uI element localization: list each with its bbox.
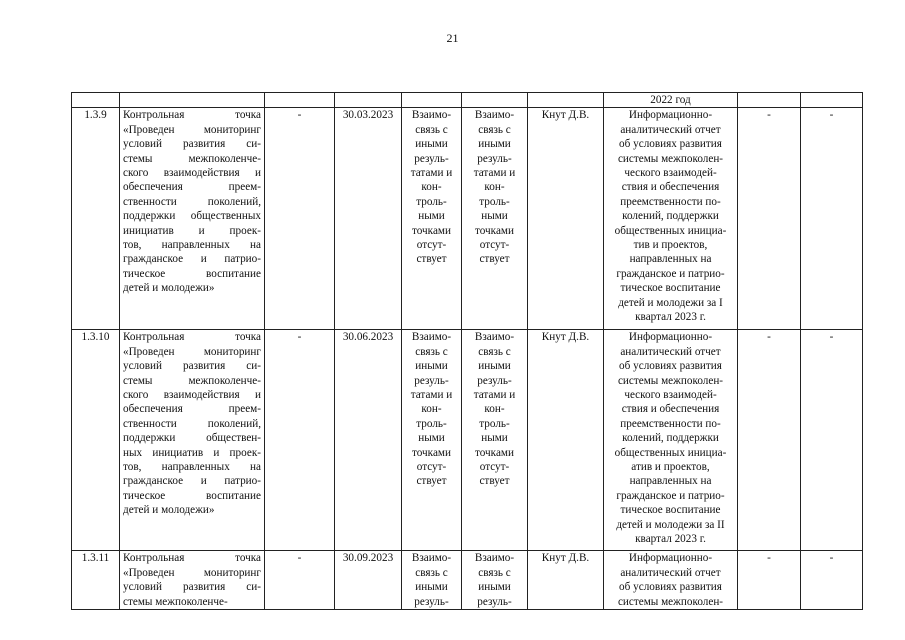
- responsible-cell: Кнут Д.В.: [528, 551, 604, 610]
- control-point-name-cell: [120, 330, 265, 551]
- cell-line: татами и: [410, 389, 453, 402]
- cell-line: условий развития си-: [123, 581, 261, 594]
- cell-line: ными: [418, 210, 445, 223]
- cell-line: системы межпоколен-: [617, 374, 724, 387]
- cell-line: тов, направленных на: [123, 461, 261, 474]
- relation-cell-2: [462, 108, 528, 330]
- cell-line: колений, поддержки: [622, 210, 719, 223]
- cell-line: колений, поддержки: [622, 432, 719, 445]
- cell-line: связь с: [415, 123, 448, 136]
- cell-line: татами и: [410, 167, 453, 180]
- result-document-cell: [604, 551, 738, 610]
- cell-line: ствия и обеспечения: [621, 403, 720, 416]
- cell-line: точками: [412, 446, 451, 459]
- cell-line: татами и: [473, 389, 516, 402]
- result-document-cell: [604, 108, 738, 330]
- cell-line: тов, направленных на: [123, 239, 261, 252]
- control-point-name-cell: [120, 551, 265, 610]
- page-number: 21: [446, 31, 459, 45]
- cell-line: связь с: [415, 345, 448, 358]
- cell-line: троль-: [416, 417, 447, 430]
- cell-line: ными: [481, 432, 508, 445]
- cell-line: квартал 2023 г.: [635, 311, 706, 324]
- cell-line: резуль-: [477, 595, 512, 608]
- cell-line: направленных на: [629, 253, 712, 266]
- col10-cell: -: [801, 108, 863, 330]
- cell-line: атив и проектов,: [631, 461, 710, 474]
- cell-line: ных инициатив и проек-: [123, 446, 261, 459]
- table-row: [72, 551, 863, 610]
- cell-line: тическое воспитание: [620, 504, 721, 517]
- year-header-row: [72, 93, 863, 108]
- cell-line: стемы межпоколенче-: [123, 374, 261, 387]
- cell-line: иными: [415, 138, 448, 151]
- cell-line: обеспечения преем-: [123, 403, 261, 416]
- end-date-cell: 30.03.2023: [335, 108, 402, 330]
- relation-cell: [402, 551, 462, 610]
- cell-line: преемственности по-: [620, 195, 721, 208]
- responsible-cell: Кнут Д.В.: [528, 330, 604, 551]
- cell-line: ческого взаимодей-: [624, 389, 717, 402]
- cell-line: аналитический отчет: [620, 566, 721, 579]
- cell-line: тив и проектов,: [633, 239, 708, 252]
- cell-line: отсут-: [479, 461, 510, 474]
- cell-line: троль-: [479, 417, 510, 430]
- cell-line: поддержки обществен-: [123, 432, 261, 445]
- cell-line: «Проведен мониторинг: [123, 345, 261, 358]
- cell-line: Контрольная точка: [123, 109, 261, 122]
- cell-line: общественных инициа-: [614, 224, 727, 237]
- responsible-cell: Кнут Д.В.: [528, 108, 604, 330]
- cell-line: гражданское и патрио-: [123, 475, 261, 488]
- cell-line: стемы межпоколенче-: [123, 595, 228, 608]
- cell-line: об условиях развития: [619, 138, 722, 151]
- cell-line: детей и молодежи за II: [616, 518, 725, 531]
- row-number-cell: 1.3.10: [72, 330, 120, 551]
- cell-line: точками: [412, 224, 451, 237]
- control-point-name-cell: [120, 108, 265, 330]
- start-date-cell: -: [265, 551, 335, 610]
- cell-line: тическое воспитание: [123, 489, 261, 502]
- start-date-cell: -: [265, 108, 335, 330]
- cell-line: преемственности по-: [620, 417, 721, 430]
- cell-line: тическое воспитание: [620, 282, 721, 295]
- cell-line: иными: [478, 138, 511, 151]
- cell-line: связь с: [478, 123, 511, 136]
- year-header-cell: 2022 год: [604, 93, 738, 108]
- cell-line: точками: [475, 446, 514, 459]
- cell-line: Взаимо-: [474, 109, 515, 122]
- cell-line: ственности поколений,: [123, 195, 261, 208]
- cell-line: отсут-: [416, 239, 447, 252]
- cell-line: точками: [475, 224, 514, 237]
- cell-line: Взаимо-: [411, 331, 452, 344]
- relation-cell: [402, 330, 462, 551]
- cell-line: условий развития си-: [123, 360, 261, 373]
- cell-line: ского взаимодействия и: [123, 167, 261, 180]
- col9-cell: -: [738, 330, 801, 551]
- result-document-cell: [604, 330, 738, 551]
- cell-line: системы межпоколен-: [617, 595, 724, 608]
- cell-line: резуль-: [477, 152, 512, 165]
- cell-line: кон-: [421, 403, 442, 416]
- cell-line: отсут-: [479, 239, 510, 252]
- cell-line: Взаимо-: [474, 552, 515, 565]
- cell-line: об условиях развития: [619, 360, 722, 373]
- cell-line: иными: [478, 581, 511, 594]
- cell-line: аналитический отчет: [620, 123, 721, 136]
- cell-line: Информационно-: [628, 109, 713, 122]
- table-row: [72, 330, 863, 551]
- cell-line: Взаимо-: [411, 552, 452, 565]
- cell-line: системы межпоколен-: [617, 152, 724, 165]
- cell-line: квартал 2023 г.: [635, 533, 706, 546]
- cell-line: детей и молодежи»: [123, 282, 215, 295]
- cell-line: Контрольная точка: [123, 552, 261, 565]
- cell-line: стемы межпоколенче-: [123, 152, 261, 165]
- cell-line: резуль-: [414, 152, 449, 165]
- relation-cell-2: [462, 551, 528, 610]
- cell-line: гражданское и патрио-: [616, 267, 725, 280]
- cell-line: поддержки общественных инициатив и проек-: [123, 210, 261, 237]
- cell-line: условий развития си-: [123, 138, 261, 151]
- cell-line: аналитический отчет: [620, 345, 721, 358]
- cell-line: иными: [415, 581, 448, 594]
- cell-line: Информационно-: [628, 331, 713, 344]
- col10-cell: -: [801, 330, 863, 551]
- cell-line: ственности поколений,: [123, 417, 261, 430]
- cell-line: резуль-: [414, 595, 449, 608]
- cell-line: ствует: [479, 475, 510, 488]
- cell-line: Информационно-: [628, 552, 713, 565]
- cell-line: направленных на: [629, 475, 712, 488]
- cell-line: иными: [415, 360, 448, 373]
- cell-line: Взаимо-: [474, 331, 515, 344]
- cell-line: троль-: [479, 195, 510, 208]
- col9-cell: -: [738, 551, 801, 610]
- cell-line: ствия и обеспечения: [621, 181, 720, 194]
- cell-line: ными: [481, 210, 508, 223]
- cell-line: гражданское и патрио-: [123, 253, 261, 266]
- cell-line: ствует: [479, 253, 510, 266]
- cell-line: ческого взаимодей-: [624, 167, 717, 180]
- relation-cell: [402, 108, 462, 330]
- cell-line: отсут-: [416, 461, 447, 474]
- cell-line: резуль-: [414, 374, 449, 387]
- end-date-cell: 30.09.2023: [335, 551, 402, 610]
- cell-line: ными: [418, 432, 445, 445]
- cell-line: «Проведен мониторинг: [123, 566, 261, 579]
- plan-table: [71, 92, 863, 610]
- cell-line: детей и молодежи за I: [618, 296, 723, 309]
- cell-line: «Проведен мониторинг: [123, 123, 261, 136]
- cell-line: связь с: [478, 345, 511, 358]
- cell-line: тическое воспитание: [123, 267, 261, 280]
- cell-line: татами и: [473, 167, 516, 180]
- cell-line: троль-: [416, 195, 447, 208]
- table-row: [72, 108, 863, 330]
- col9-cell: -: [738, 108, 801, 330]
- cell-line: связь с: [415, 566, 448, 579]
- cell-line: Контрольная точка: [123, 331, 261, 344]
- end-date-cell: 30.06.2023: [335, 330, 402, 551]
- cell-line: кон-: [484, 181, 505, 194]
- cell-line: ствует: [416, 475, 447, 488]
- row-number-cell: 1.3.11: [72, 551, 120, 610]
- cell-line: резуль-: [477, 374, 512, 387]
- cell-line: общественных инициа-: [614, 446, 727, 459]
- cell-line: об условиях развития: [619, 581, 722, 594]
- relation-cell-2: [462, 330, 528, 551]
- cell-line: иными: [478, 360, 511, 373]
- cell-line: обеспечения преем-: [123, 181, 261, 194]
- cell-line: ствует: [416, 253, 447, 266]
- cell-line: кон-: [421, 181, 442, 194]
- cell-line: Взаимо-: [411, 109, 452, 122]
- row-number-cell: 1.3.9: [72, 108, 120, 330]
- col10-cell: -: [801, 551, 863, 610]
- cell-line: кон-: [484, 403, 505, 416]
- cell-line: детей и молодежи»: [123, 504, 215, 517]
- cell-line: связь с: [478, 566, 511, 579]
- cell-line: гражданское и патрио-: [616, 489, 725, 502]
- cell-line: ского взаимодействия и: [123, 389, 261, 402]
- start-date-cell: -: [265, 330, 335, 551]
